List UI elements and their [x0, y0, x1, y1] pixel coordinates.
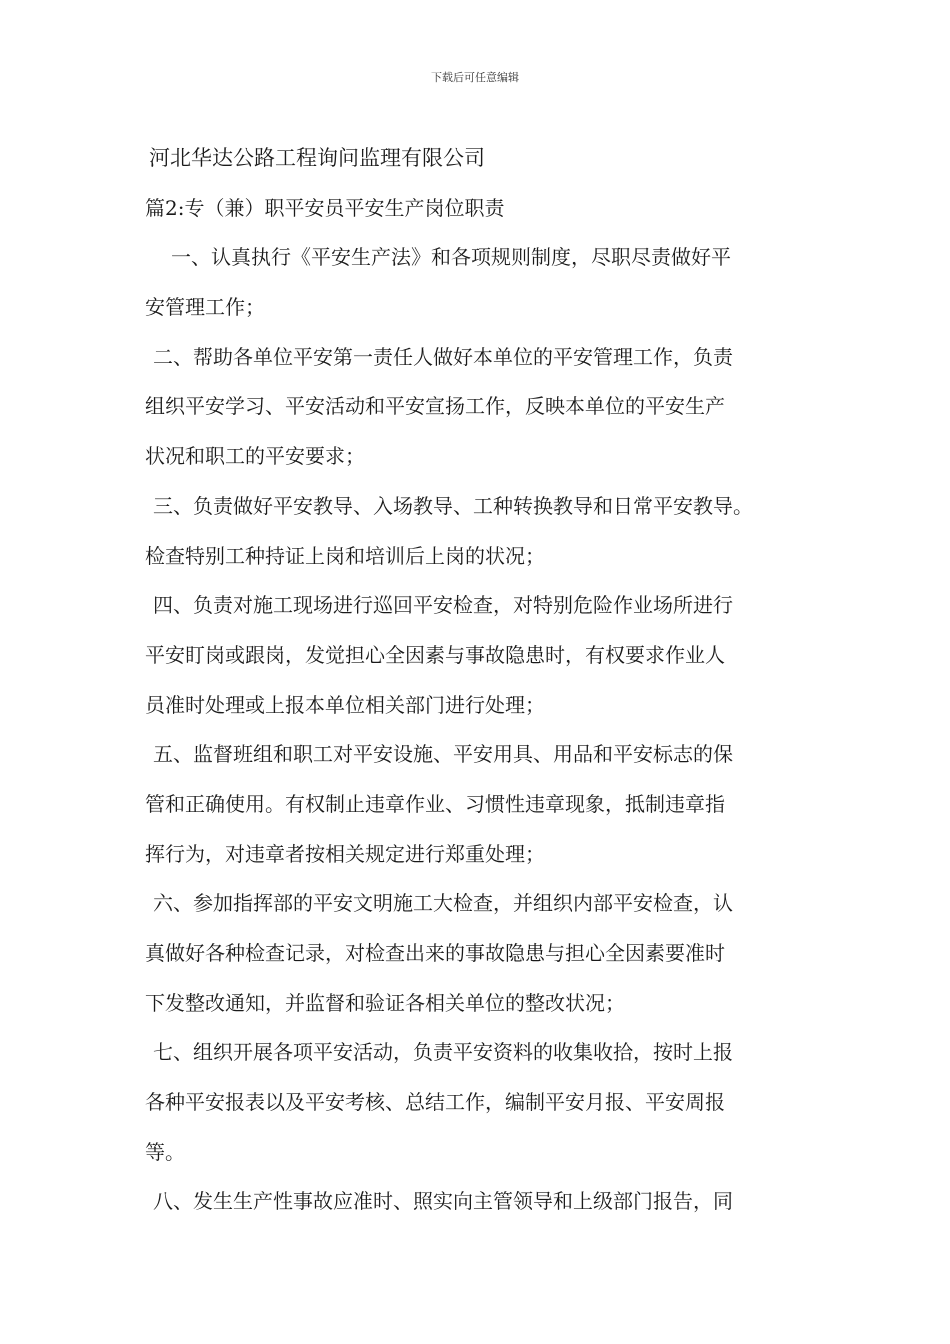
paragraph-line: 三、负责做好平安教导、入场教导、工种转换教导和日常平安教导。 [153, 493, 753, 518]
paragraph-line: 状况和职工的平安要求； [145, 444, 365, 469]
paragraph-line: 平安盯岗或跟岗，发觉担心全因素与事故隐患时，有权要求作业人 [145, 642, 725, 667]
paragraph-line: 等。 [145, 1139, 185, 1164]
section-title: 篇2:专（兼）职平安员平安生产岗位职责 [145, 195, 505, 220]
company-name: 河北华达公路工程询问监理有限公司 [149, 146, 485, 170]
document-body [145, 134, 835, 1227]
paragraph-line: 下发整改通知，并监督和验证各相关单位的整改状况； [145, 990, 625, 1015]
paragraph-line: 五、监督班组和职工对平安设施、平安用具、用品和平安标志的保 [153, 742, 733, 767]
page-header: 下载后可任意编辑 [431, 71, 519, 84]
paragraph-line: 管和正确使用。有权制止违章作业、习惯性违章现象，抵制违章指 [145, 791, 725, 816]
paragraph-line: 一、认真执行《平安生产法》和各项规则制度，尽职尽责做好平 [171, 245, 731, 270]
paragraph-line: 七、组织开展各项平安活动，负责平安资料的收集收拾，按时上报 [153, 1040, 733, 1065]
paragraph-line: 二、帮助各单位平安第一责任人做好本单位的平安管理工作，负责 [153, 344, 733, 369]
paragraph-line: 挥行为，对违章者按相关规定进行郑重处理； [145, 841, 545, 866]
paragraph-line: 六、参加指挥部的平安文明施工大检查，并组织内部平安检查，认 [153, 891, 733, 916]
paragraph-line: 四、负责对施工现场进行巡回平安检查，对特别危险作业场所进行 [153, 593, 733, 618]
paragraph-line: 安管理工作； [145, 295, 265, 320]
paragraph-line: 真做好各种检查记录，对检查出来的事故隐患与担心全因素要准时 [145, 941, 725, 965]
paragraph-line: 组织平安学习、平安活动和平安宣扬工作，反映本单位的平安生产 [145, 394, 725, 419]
paragraph-line: 各种平安报表以及平安考核、总结工作，编制平安月报、平安周报 [145, 1090, 725, 1115]
paragraph-line: 员准时处理或上报本单位相关部门进行处理； [145, 692, 545, 717]
paragraph-line: 检查特别工种持证上岗和培训后上岗的状况； [145, 543, 545, 568]
paragraph-line: 八、发生生产性事故应准时、照实向主管领导和上级部门报告，同 [153, 1189, 733, 1214]
